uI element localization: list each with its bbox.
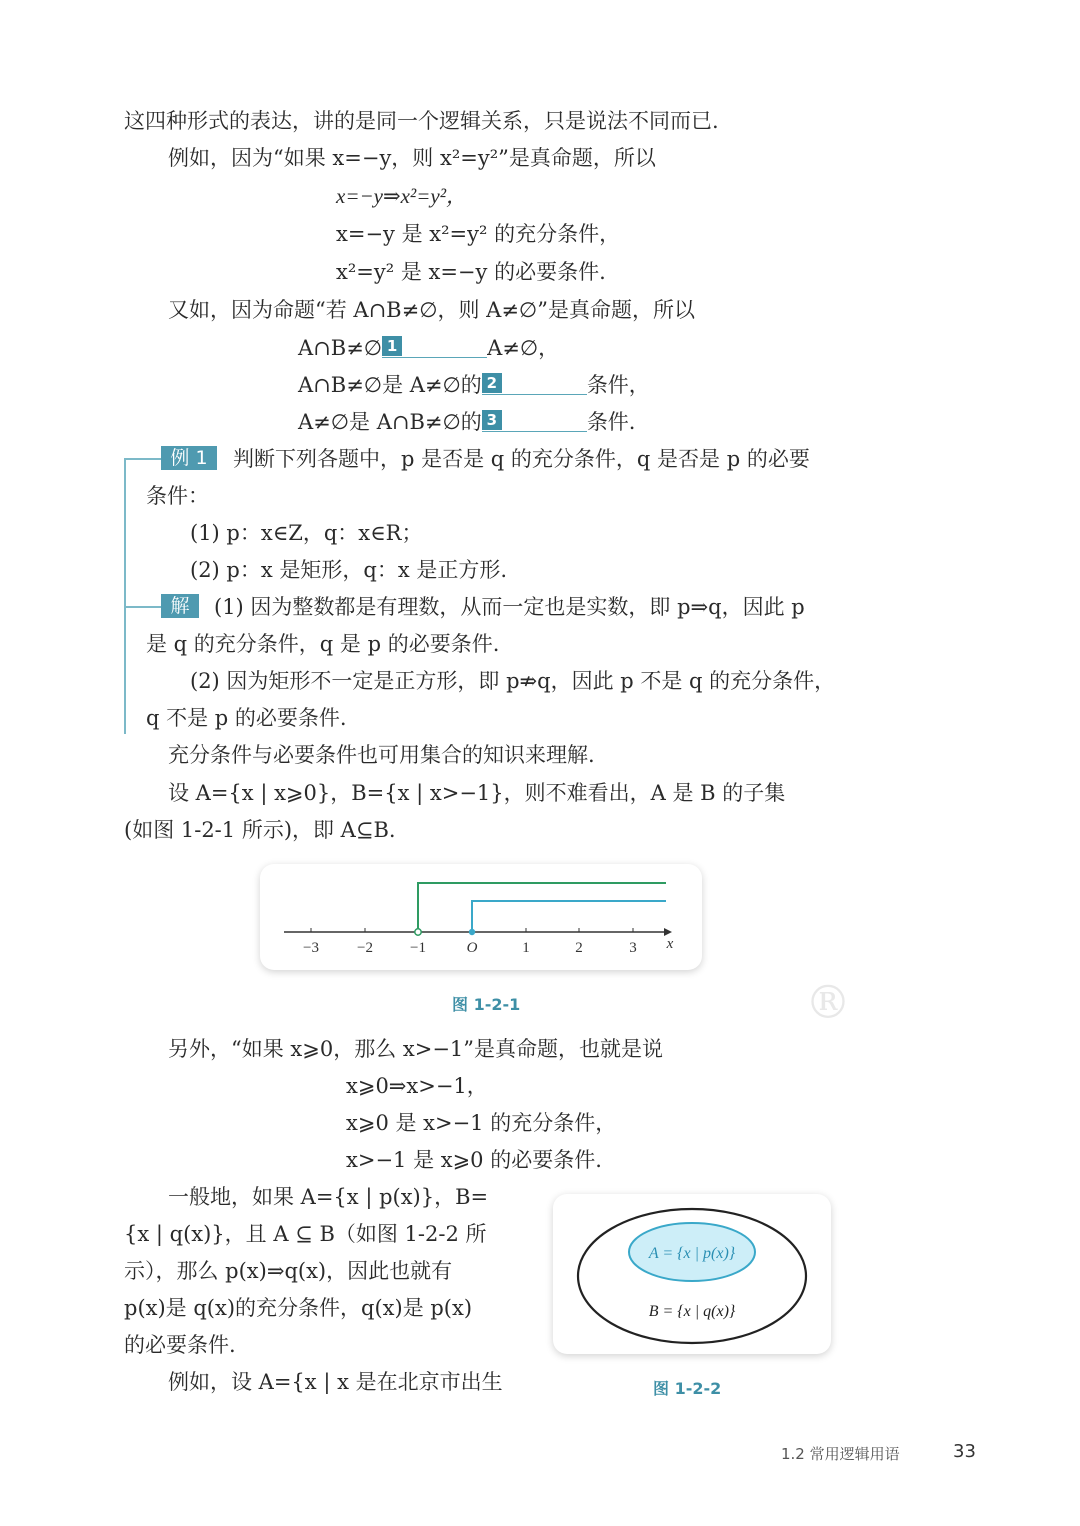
text-line: 例如，设 A={x | x 是在北京市出生 bbox=[168, 1370, 503, 1394]
open-point bbox=[415, 929, 421, 935]
text-line: p(x)是 q(x)的充分条件，q(x)是 p(x) bbox=[124, 1296, 473, 1320]
number-line-svg bbox=[260, 864, 702, 970]
registered-mark-icon: ® bbox=[805, 975, 851, 1029]
text-line: 又如，因为命题“若 A∩B≠∅，则 A≠∅”是真命题，所以 bbox=[168, 298, 695, 322]
example-bracket bbox=[124, 458, 126, 734]
text-line: 一般地，如果 A={x | p(x)}，B= bbox=[168, 1185, 489, 1209]
tick-label: O bbox=[466, 940, 478, 956]
axis-label: x bbox=[666, 936, 674, 952]
solution-tag: 解 bbox=[161, 594, 199, 618]
tick-label: −2 bbox=[357, 940, 373, 956]
set-b-label: B = {x | q(x)} bbox=[648, 1303, 736, 1320]
text-line: 的必要条件. bbox=[124, 1333, 236, 1357]
text-line: (如图 1-2-1 所示)，即 A⊆B. bbox=[124, 818, 396, 842]
tick-label: 3 bbox=[629, 940, 637, 956]
example-tag: 例 1 bbox=[161, 446, 217, 470]
blank-line-2: A∩B≠∅是 A≠∅的 2 条件， bbox=[298, 373, 650, 397]
solution-bracket bbox=[124, 606, 162, 608]
blank-line-3: A≠∅是 A∩B≠∅的 3 条件. bbox=[298, 410, 636, 434]
solution-line: q 不是 p 的必要条件. bbox=[146, 706, 347, 730]
set-a-ray bbox=[472, 901, 666, 932]
figure-caption-2: 图 1-2-2 bbox=[653, 1379, 722, 1398]
blank-number-2: 2 bbox=[482, 373, 502, 393]
example-case-1: (1) p：x∈Z，q：x∈R； bbox=[190, 521, 423, 545]
formula-line: x>−1 是 x⩾0 的必要条件. bbox=[346, 1148, 602, 1172]
text-line: 充分条件与必要条件也可用集合的知识来理解. bbox=[168, 743, 595, 767]
example-question: 判断下列各题中，p 是否是 q 的充分条件，q 是否是 p 的必要 bbox=[233, 447, 810, 471]
venn-svg bbox=[553, 1194, 831, 1354]
set-a-label: A = {x | p(x)} bbox=[648, 1245, 736, 1262]
answer-blank-1[interactable] bbox=[382, 335, 487, 358]
figure-venn bbox=[553, 1194, 831, 1354]
formula-line: x=−y⇒x²=y²， bbox=[336, 184, 467, 208]
figure-number-line bbox=[260, 864, 702, 970]
text-line: 示），那么 p(x)⇒q(x)，因此也就有 bbox=[124, 1259, 453, 1283]
formula-line: x⩾0⇒x>−1， bbox=[346, 1074, 488, 1098]
answer-blank-3[interactable] bbox=[482, 409, 587, 432]
blank-line-1: A∩B≠∅ 1 A≠∅， bbox=[298, 336, 560, 360]
axis-arrow-icon bbox=[664, 928, 672, 936]
blank-number-1: 1 bbox=[382, 336, 402, 356]
formula-line: x⩾0 是 x>−1 的充分条件， bbox=[346, 1111, 617, 1135]
tick-label: −1 bbox=[410, 940, 426, 956]
tick-label: 1 bbox=[522, 940, 530, 956]
text-line: 例如，因为“如果 x=−y，则 x²=y²”是真命题，所以 bbox=[168, 146, 656, 170]
text-line: 另外，“如果 x⩾0，那么 x>−1”是真命题，也就是说 bbox=[168, 1037, 664, 1061]
tick-label: −3 bbox=[303, 940, 319, 956]
formula-line: x=−y 是 x²=y² 的充分条件， bbox=[336, 222, 621, 246]
solution-line: (1) 因为整数都是有理数，从而一定也是实数，即 p⇒q，因此 p bbox=[214, 595, 805, 619]
example-question-cont: 条件： bbox=[146, 484, 209, 508]
formula-line: x²=y² 是 x=−y 的必要条件. bbox=[336, 260, 606, 284]
blank-number-3: 3 bbox=[482, 410, 502, 430]
text-line: 设 A={x | x⩾0}，B={x | x>−1}，则不难看出，A 是 B 的子集 bbox=[168, 781, 786, 805]
answer-blank-2[interactable] bbox=[482, 372, 587, 395]
section-title: 1.2 常用逻辑用语 bbox=[781, 1445, 900, 1463]
closed-point bbox=[469, 929, 475, 935]
page-number: 33 bbox=[953, 1441, 976, 1462]
example-bracket-top bbox=[124, 458, 162, 460]
set-b-ray bbox=[418, 883, 666, 932]
text-line: 这四种形式的表达，讲的是同一个逻辑关系，只是说法不同而已. bbox=[124, 109, 719, 133]
example-case-2: (2) p：x 是矩形，q：x 是正方形. bbox=[190, 558, 508, 582]
text-line: {x | q(x)}，且 A ⊆ B（如图 1-2-2 所 bbox=[124, 1222, 487, 1246]
tick-label: 2 bbox=[575, 940, 583, 956]
solution-line: (2) 因为矩形不一定是正方形，即 p⇏q，因此 p 不是 q 的充分条件， bbox=[190, 669, 836, 693]
figure-caption-1: 图 1-2-1 bbox=[452, 995, 521, 1014]
solution-line: 是 q 的充分条件，q 是 p 的必要条件. bbox=[146, 632, 500, 656]
